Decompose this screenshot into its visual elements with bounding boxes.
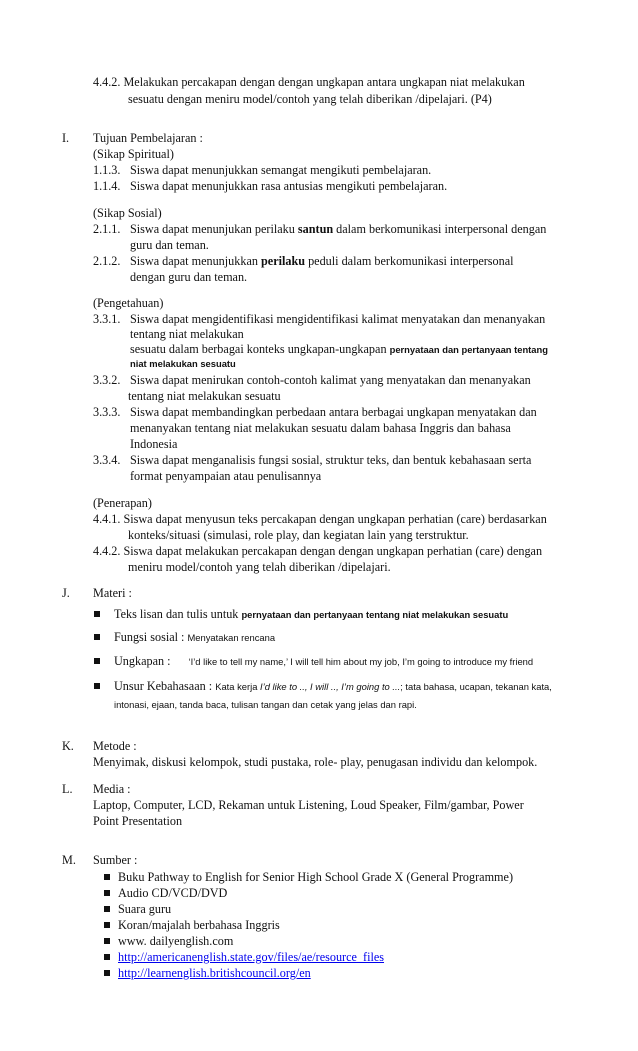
section-letter-l: L. [62,782,73,796]
metode-text: Menyimak, diskusi kelompok, studi pustaka, role- play, penugasan individu dan kelompok. [93,755,538,769]
materi-item-4: Unsur Kebahasaan : Kata kerja I’d like to .., I will .., I’m going to ...; tata bahasa, ucapan, tekanan kata, [114,679,552,693]
bullet-icon [104,874,110,880]
media-text-line2: Point Presentation [93,814,183,828]
item-3-3-2-line2: tentang niat melakukan sesuatu [128,389,281,403]
bullet-icon [104,906,110,912]
item-number: 1.1.3. [93,163,121,177]
item-number: 3.3.3. [93,405,121,419]
item-1-1-3: Siswa dapat menunjukkan semangat mengikuti pembelajaran. [130,163,432,177]
bullet-icon [94,658,100,664]
section-letter-k: K. [62,739,74,753]
section-letter-i: I. [62,131,70,145]
media-text-line1: Laptop, Computer, LCD, Rekaman untuk Listening, Loud Speaker, Film/gambar, Power [93,798,524,812]
sumber-item: Koran/majalah berbahasa Inggris [118,918,280,932]
sumber-item: Buku Pathway to English for Senior High School Grade X (General Programme) [118,870,513,884]
item-number: 3.3.1. [93,312,121,326]
sumber-item: www. dailyenglish.com [118,934,234,948]
materi-item-4-line2: intonasi, ejaan, tanda baca, tulisan tangan dan cetak yang jelas dan rapi. [114,699,417,710]
section-letter-m: M. [62,853,76,867]
bullet-icon [94,611,100,617]
item-4-4-2: 4.4.2. Siswa dapat melakukan percakapan dengan dengan ungkapan perhatian (care) dengan [93,544,543,558]
item-4-4-2-line2: sesuatu dengan meniru model/contoh yang telah diberikan /dipelajari. (P4) [128,92,492,106]
item-3-3-3: Siswa dapat membandingkan perbedaan antara berbagai ungkapan menyatakan dan [130,405,537,419]
sumber-item: Audio CD/VCD/DVD [118,886,228,900]
sumber-item: Suara guru [118,902,172,916]
item-2-1-1-line2: guru dan teman. [130,238,209,252]
bullet-icon [104,970,110,976]
item-2-1-2-line2: dengan guru dan teman. [130,270,248,284]
item-number: 3.3.4. [93,453,121,467]
item-3-3-1: Siswa dapat mengidentifikasi mengidentifikasi kalimat menyatakan dan menanyakan [130,312,546,326]
item-3-3-3-line2: menanyakan tentang niat melakukan sesuatu dalam bahasa Inggris dan bahasa [130,421,511,435]
item-number: 2.1.2. [93,254,121,268]
section-letter-j: J. [62,586,70,600]
bullet-icon [104,954,110,960]
materi-item-2: Fungsi sosial : Menyatakan rencana [114,630,276,644]
section-title-tujuan: Tujuan Pembelajaran : [93,131,203,145]
link-americanenglish[interactable]: http://americanenglish.state.gov/files/ae/resource_files [118,950,385,964]
section-title-materi: Materi : [93,586,132,600]
item-4-4-2-line1: 4.4.2. Melakukan percakapan dengan dengan ungkapan antara ungkapan niat melakukan [93,75,525,89]
item-2-1-1: Siswa dapat menunjukan perilaku santun dalam berkomunikasi interpersonal dengan [130,222,547,236]
bullet-icon [104,938,110,944]
sikap-sosial-heading: (Sikap Sosial) [93,206,162,220]
item-4-4-2-line2: meniru model/contoh yang telah diberikan /dipelajari. [128,560,391,574]
bullet-icon [104,890,110,896]
bullet-icon [94,634,100,640]
pengetahuan-heading: (Pengetahuan) [93,296,164,310]
bullet-icon [104,922,110,928]
item-number: 1.1.4. [93,179,121,193]
item-3-3-2: Siswa dapat menirukan contoh-contoh kalimat yang menyatakan dan menanyakan [130,373,531,387]
section-title-media: Media : [93,782,131,796]
materi-item-1: Teks lisan dan tulis untuk pernyataan dan pertanyaan tentang niat melakukan sesuatu [114,607,509,621]
item-2-1-2: Siswa dapat menunjukkan perilaku peduli dalam berkomunikasi interpersonal [130,254,514,268]
item-3-3-4-line2: format penyampaian atau penulisannya [130,469,322,483]
materi-item-3: Ungkapan : ‘I’d like to tell my name,’ I will tell him about my job, I’m going to introduce my friend [114,654,534,668]
sikap-spiritual-heading: (Sikap Spiritual) [93,147,174,161]
link-learnenglish[interactable]: http://learnenglish.britishcouncil.org/en [118,966,311,980]
item-3-3-1-line2: tentang niat melakukan [130,327,244,341]
item-3-3-1-line4: niat melakukan sesuatu [130,358,236,369]
bullet-icon [94,683,100,689]
section-title-metode: Metode : [93,739,137,753]
item-3-3-1-line3: sesuatu dalam berbagai konteks ungkapan-ungkapan pernyataan dan pertanyaan tentang [130,342,548,356]
item-number: 2.1.1. [93,222,121,236]
penerapan-heading: (Penerapan) [93,496,152,510]
item-3-3-4: Siswa dapat menganalisis fungsi sosial, struktur teks, dan bentuk kebahasaan serta [130,453,532,467]
item-4-4-1-line2: konteks/situasi (simulasi, role play, dan kegiatan lain yang terstruktur. [128,528,469,542]
item-3-3-3-line3: Indonesia [130,437,178,451]
section-title-sumber: Sumber : [93,853,138,867]
item-4-4-1: 4.4.1. Siswa dapat menyusun teks percakapan dengan ungkapan perhatian (care) berdasarkan [93,512,547,526]
item-number: 3.3.2. [93,373,121,387]
item-1-1-4: Siswa dapat menunjukkan rasa antusias mengikuti pembelajaran. [130,179,448,193]
